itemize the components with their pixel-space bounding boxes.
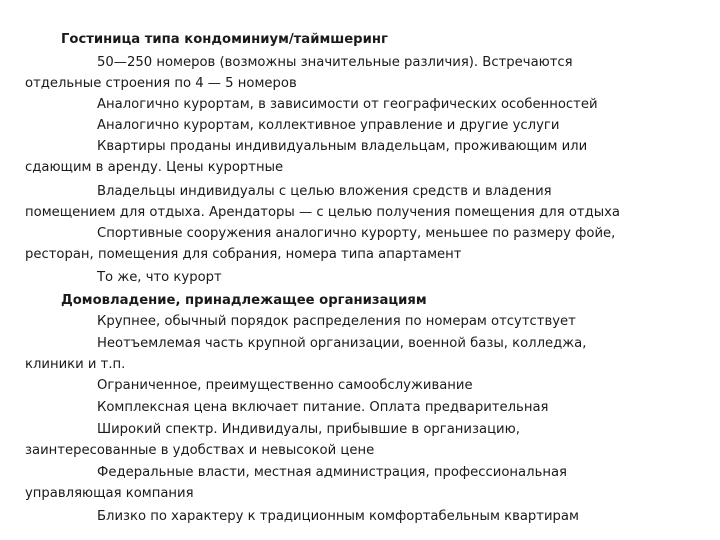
text-line: Спортивные сооружения аналогично курорту, меньшее по размеру фойе,	[97, 226, 616, 241]
section-heading-organizations: Домовладение, принадлежащее организациям	[61, 293, 427, 308]
section-heading-condominium: Гостиница типа кондоминиум/таймшеринг	[61, 32, 388, 47]
text-line: Владельцы индивидуалы с целью вложения средств и владения	[97, 184, 552, 199]
text-line: Ограниченное, преимущественно самообслуживание	[97, 378, 473, 393]
text-line: заинтересованные в удобствах и невысокой цене	[25, 443, 375, 458]
text-line: сдающим в аренду. Цены курортные	[25, 160, 284, 175]
text-line: То же, что курорт	[97, 270, 222, 285]
text-line: Комплексная цена включает питание. Оплата предварительная	[97, 400, 549, 415]
text-line: Широкий спектр. Индивидуалы, прибывшие в организацию,	[97, 422, 520, 437]
text-line: управляющая компания	[25, 486, 194, 501]
text-line: Аналогично курортам, коллективное управление и другие услуги	[97, 118, 560, 133]
text-line: Квартиры проданы индивидуальным владельцам, проживающим или	[97, 139, 588, 154]
text-line: ресторан, помещения для собрания, номера типа апартамент	[25, 247, 462, 262]
text-line: Аналогично курортам, в зависимости от географических особенностей	[97, 97, 598, 112]
text-line: 50—250 номеров (возможны значительные различия). Встречаются	[97, 55, 573, 70]
text-line: Неотъемлемая часть крупной организации, военной базы, колледжа,	[97, 336, 587, 351]
text-line: клиники и т.п.	[25, 357, 126, 372]
text-line: Близко по характеру к традиционным комфортабельным квартирам	[97, 509, 579, 524]
text-line: помещением для отдыха. Арендаторы — с целью получения помещения для отдыха	[25, 205, 621, 220]
text-line: Федеральные власти, местная администрация, профессиональная	[97, 465, 567, 480]
text-line: Крупнее, обычный порядок распределения по номерам отсутствует	[97, 314, 576, 329]
text-line: отдельные строения по 4 — 5 номеров	[25, 76, 297, 91]
